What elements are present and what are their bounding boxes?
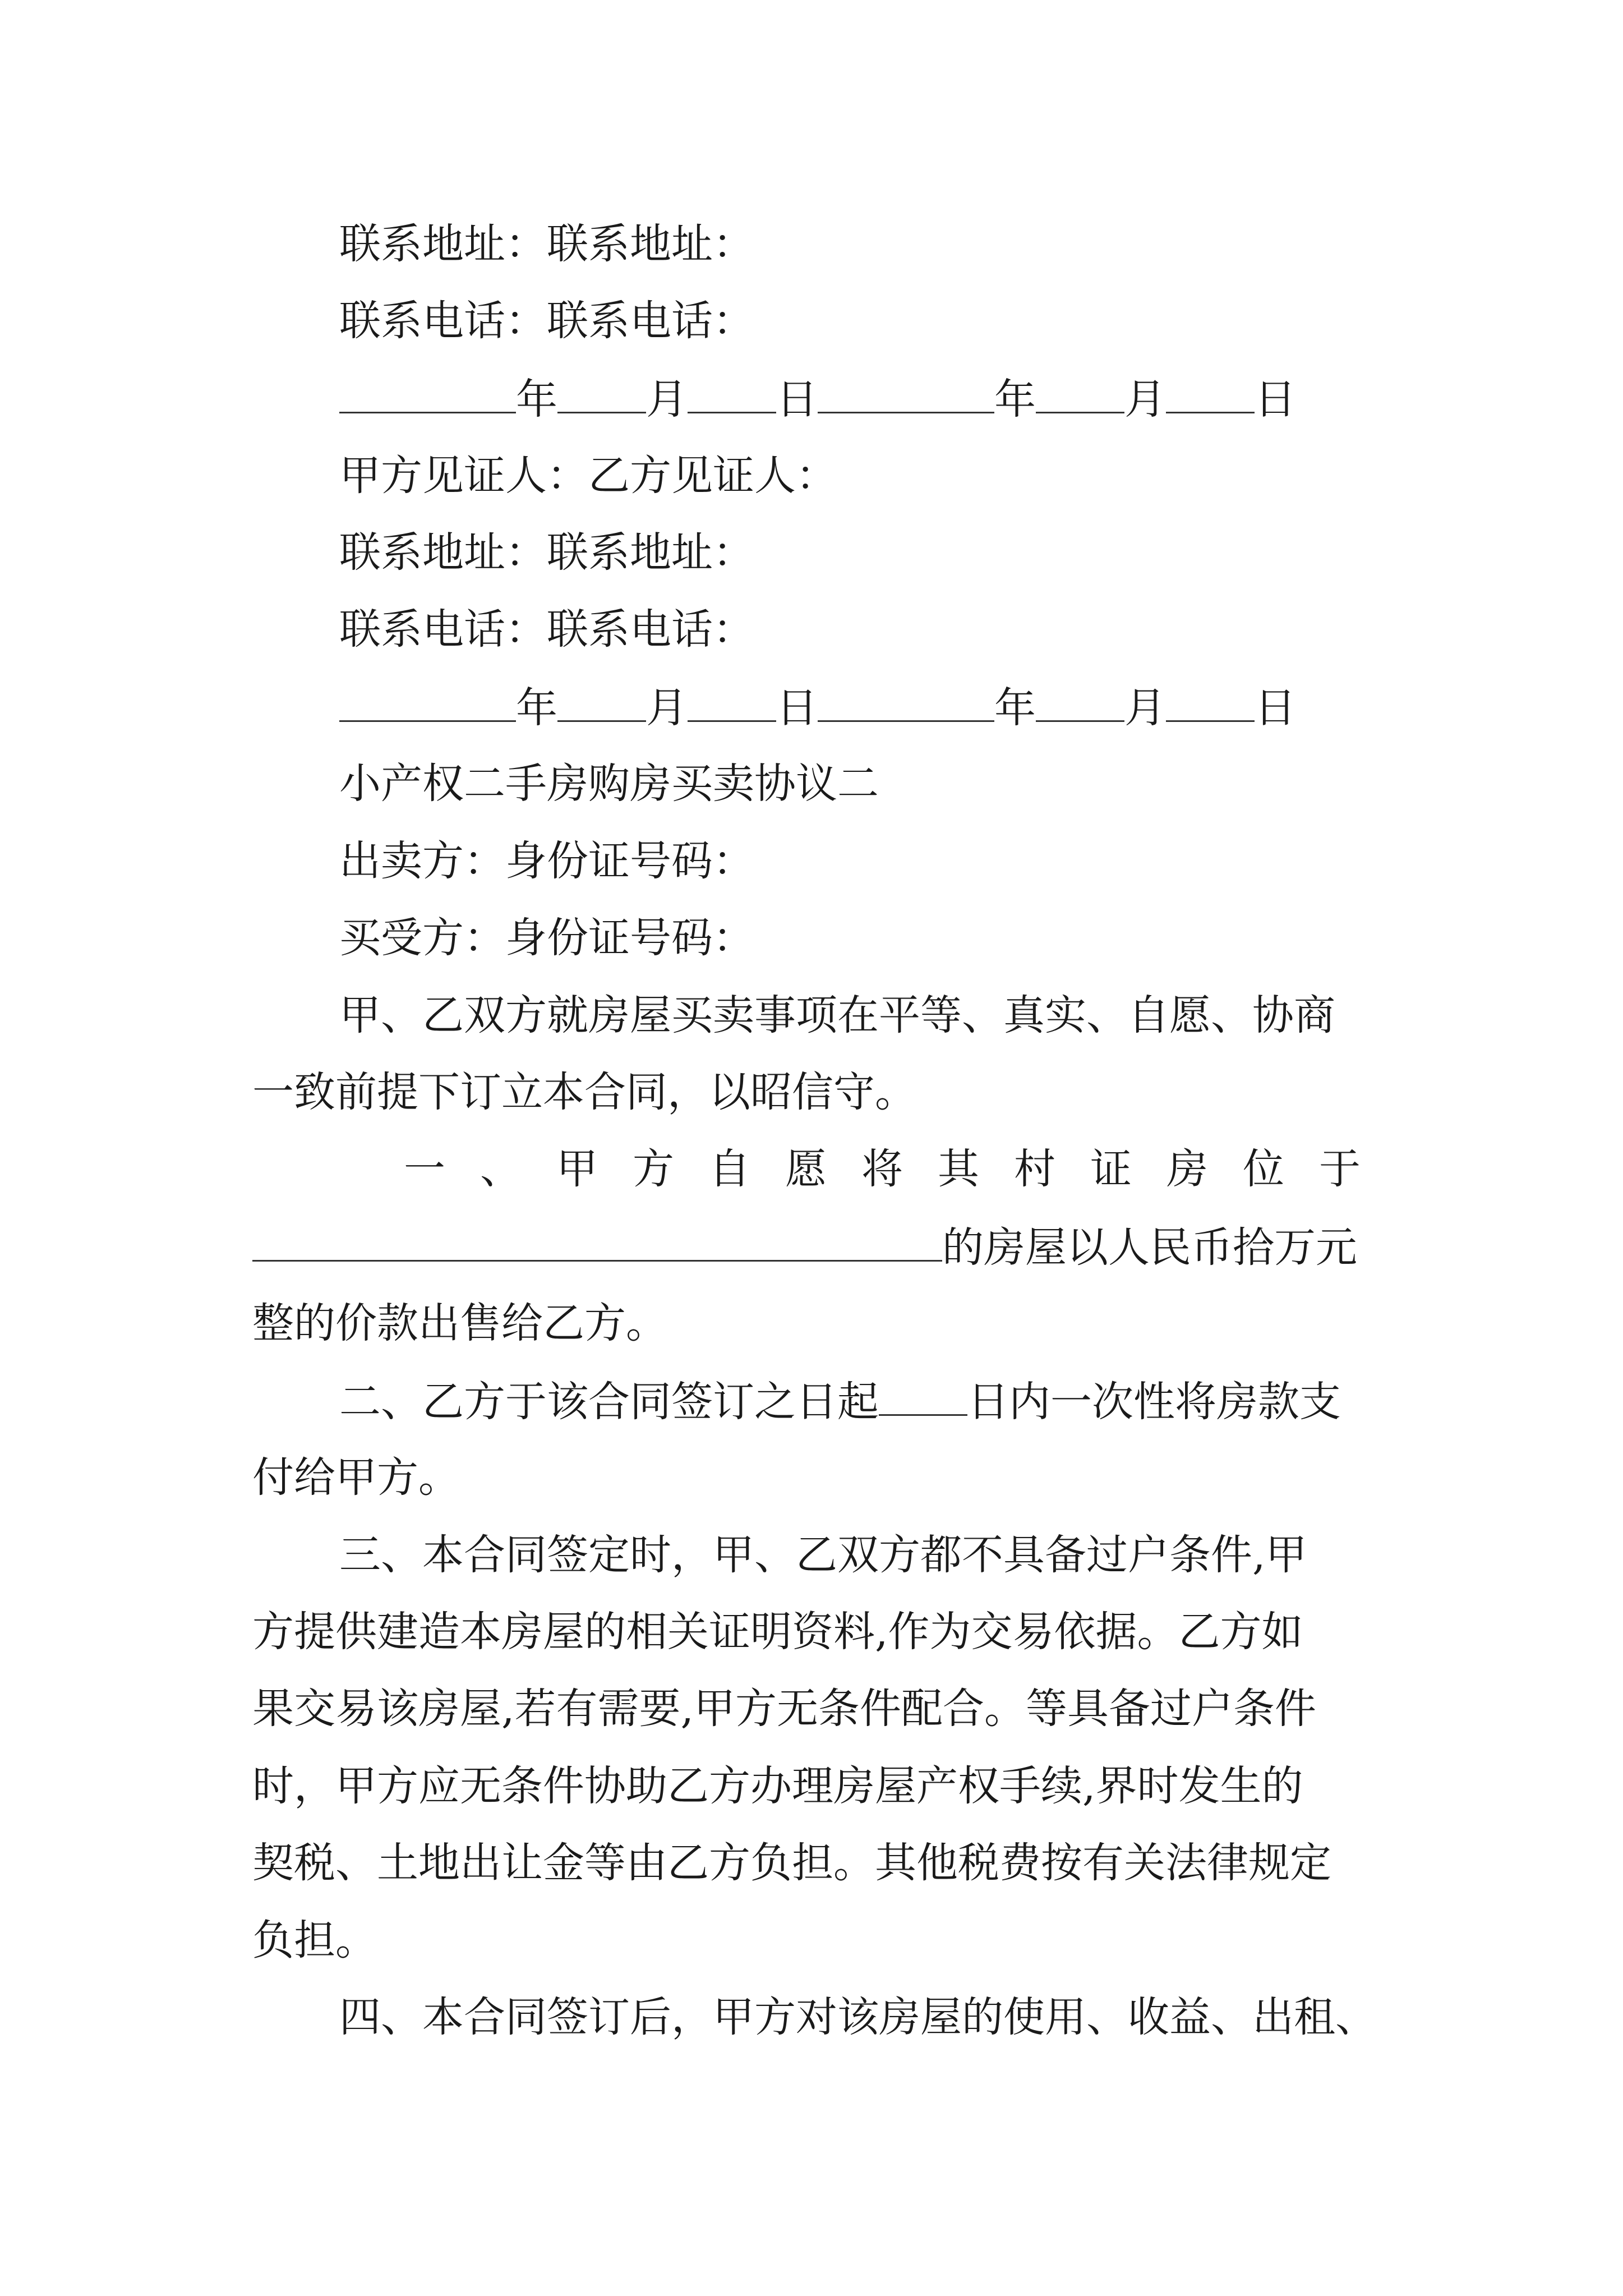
month-blank bbox=[557, 679, 646, 722]
month-blank bbox=[1036, 679, 1124, 722]
location-blank bbox=[252, 1218, 942, 1262]
intro-line-1: 甲、乙双方就房屋买卖事项在平等、真实、自愿、协商 bbox=[339, 991, 1335, 1039]
year-blank bbox=[339, 679, 516, 722]
buyer-line: 买受方：身份证号码： bbox=[339, 914, 754, 962]
year-label: 年 bbox=[516, 684, 557, 732]
clause-1-line-3: 整的价款出售给乙方。 bbox=[252, 1299, 667, 1347]
year-blank bbox=[339, 370, 516, 413]
clause-2-line-1 bbox=[339, 1373, 1341, 1429]
month-label: 月 bbox=[1124, 375, 1166, 424]
clause-2-line-2: 付给甲方。 bbox=[252, 1453, 460, 1502]
day-blank bbox=[1166, 679, 1255, 722]
date-line-2 bbox=[339, 679, 1296, 735]
contact-address-line-2: 联系地址：联系地址： bbox=[339, 528, 754, 577]
clause-3-line-6: 负担。 bbox=[252, 1916, 377, 1964]
clause-3-line-1: 三、本合同签定时，甲、乙双方都不具备过户条件,甲 bbox=[339, 1531, 1307, 1579]
clause-3-line-2: 方提供建造本房屋的相关证明资料,作为交易依据。乙方如 bbox=[252, 1608, 1303, 1656]
clause-3-line-5: 契税、土地出让金等由乙方负担。其他税费按有关法律规定 bbox=[252, 1839, 1331, 1887]
clause-3-line-4: 时，甲方应无条件协助乙方办理房屋产权手续,界时发生的 bbox=[252, 1762, 1303, 1810]
month-label: 月 bbox=[646, 684, 688, 732]
year-label: 年 bbox=[994, 684, 1036, 732]
clause-1-line-2-text: 的房屋以人民币拾万元 bbox=[942, 1223, 1357, 1272]
day-label: 日 bbox=[776, 684, 818, 732]
days-blank bbox=[879, 1373, 967, 1416]
seller-line: 出卖方：身份证号码： bbox=[339, 837, 754, 885]
clause-2-text-b: 日内一次性将房款支 bbox=[967, 1378, 1341, 1426]
month-label: 月 bbox=[646, 375, 688, 424]
year-label: 年 bbox=[516, 375, 557, 424]
year-blank bbox=[818, 679, 994, 722]
clause-3-line-3: 果交易该房屋,若有需要,甲方无条件配合。等具备过户条件 bbox=[252, 1685, 1317, 1733]
clause-1-line-2 bbox=[252, 1218, 1357, 1274]
date-line-1 bbox=[339, 370, 1296, 426]
witness-line: 甲方见证人：乙方见证人： bbox=[339, 452, 837, 500]
day-label: 日 bbox=[1255, 684, 1296, 732]
year-blank bbox=[818, 370, 994, 413]
clause-4-line-1: 四、本合同签订后，甲方对该房屋的使用、收益、出租、 bbox=[339, 1993, 1377, 2041]
year-label: 年 bbox=[994, 375, 1036, 424]
day-blank bbox=[1166, 370, 1255, 413]
day-blank bbox=[688, 370, 776, 413]
month-blank bbox=[557, 370, 646, 413]
contact-phone-line-1: 联系电话：联系电话： bbox=[339, 297, 754, 345]
month-label: 月 bbox=[1124, 684, 1166, 732]
month-blank bbox=[1036, 370, 1124, 413]
contact-address-line-1: 联系地址：联系地址： bbox=[339, 220, 754, 268]
day-label: 日 bbox=[1255, 375, 1296, 424]
day-blank bbox=[688, 679, 776, 722]
day-label: 日 bbox=[776, 375, 818, 424]
contact-phone-line-2: 联系电话：联系电话： bbox=[339, 605, 754, 654]
clause-1-line-1: 一、甲方自愿将其村证房位于 bbox=[404, 1145, 1395, 1193]
clause-2-text-a: 二、乙方于该合同签订之日起 bbox=[339, 1378, 879, 1426]
intro-line-2: 一致前提下订立本合同，以昭信守。 bbox=[252, 1068, 916, 1116]
agreement-title: 小产权二手房购房买卖协议二 bbox=[339, 760, 879, 808]
